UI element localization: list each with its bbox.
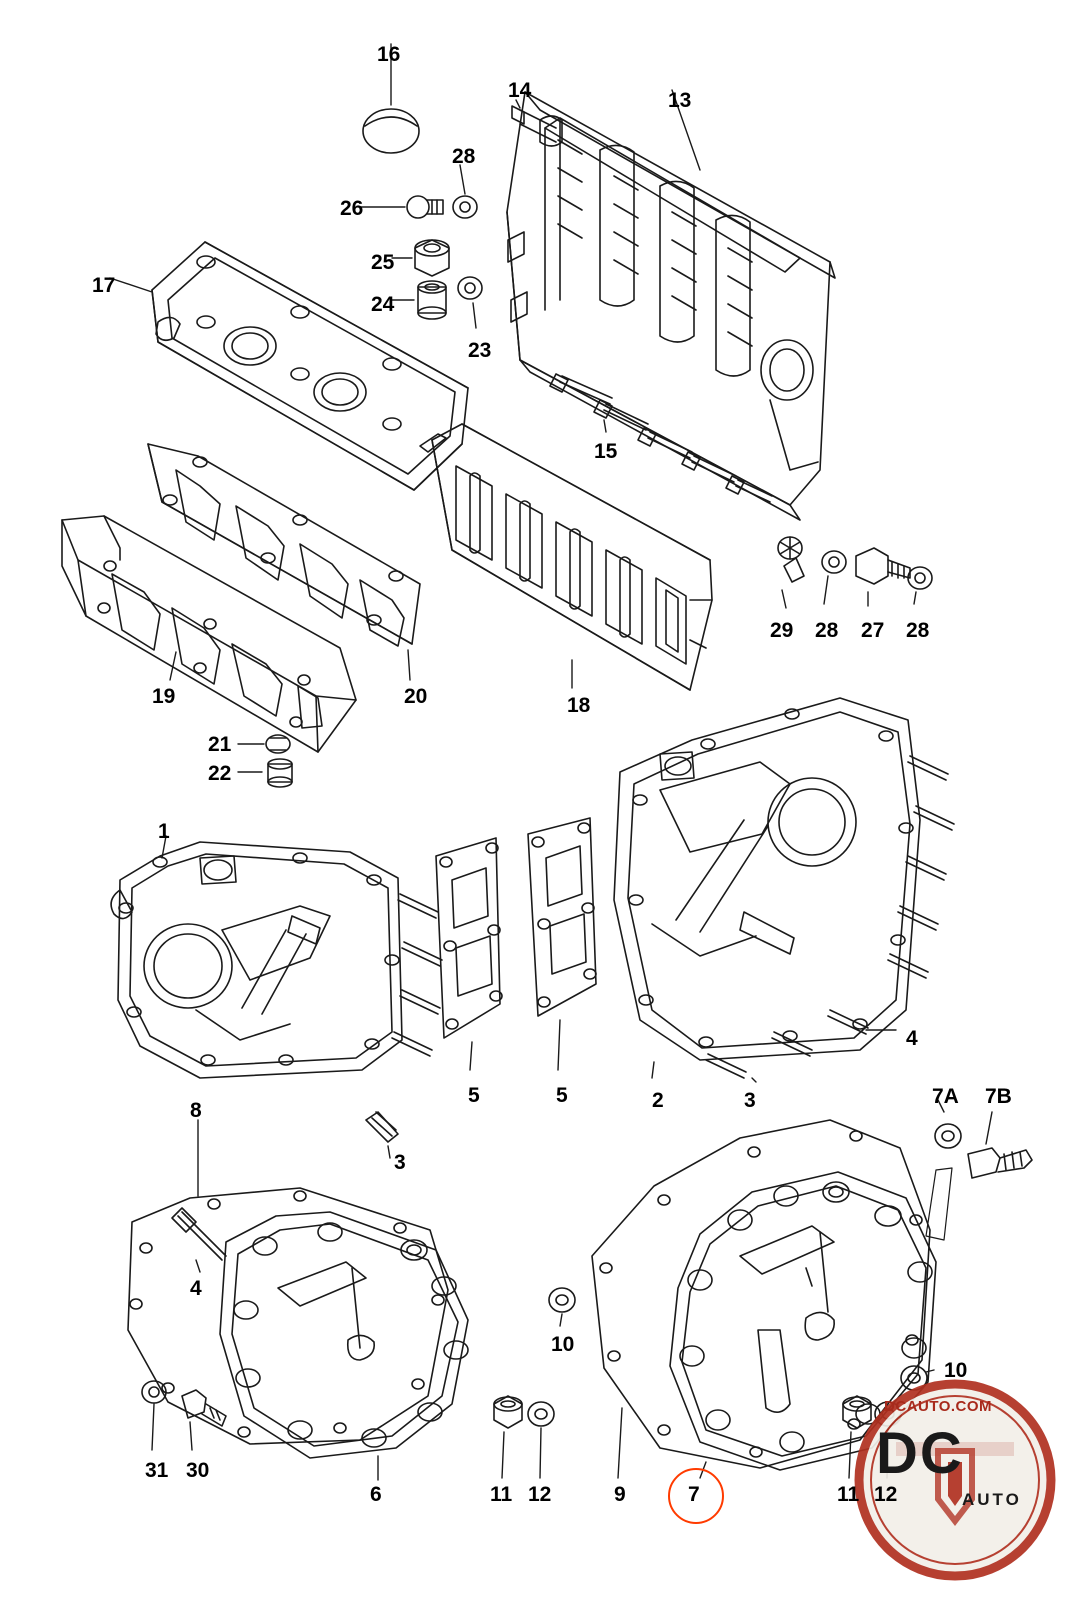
watermark-sub-text: AUTO <box>962 1490 1022 1509</box>
callout-1: 1 <box>158 820 170 843</box>
part-28-washer-c <box>908 567 932 604</box>
part-5b-gasket <box>528 818 596 1070</box>
part-28-washer-top <box>453 165 477 218</box>
callout-23: 23 <box>468 339 492 362</box>
callout-26: 26 <box>340 197 364 220</box>
watermark-top-text: DCAUTO.COM <box>884 1398 993 1415</box>
watermark-main-text: DC <box>876 1421 964 1486</box>
callout-8: 8 <box>190 1099 202 1122</box>
part-5a-gasket <box>436 838 502 1070</box>
part-1-chain-housing <box>111 836 442 1158</box>
part-10-washer-center <box>549 1288 575 1326</box>
callout-10-a: 10 <box>551 1333 575 1356</box>
part-26-bolt <box>360 196 443 218</box>
part-28-washer-b <box>822 551 846 604</box>
part-25-nut <box>392 240 449 276</box>
callout-24: 24 <box>371 293 395 316</box>
callout-3-b: 3 <box>394 1151 406 1174</box>
callout-7B: 7B <box>985 1085 1012 1108</box>
part-22-bushing <box>238 759 292 787</box>
highlight-ring-part-7 <box>668 1468 724 1524</box>
part-23-washer <box>458 277 482 328</box>
part-2-chain-housing-right <box>614 698 954 1082</box>
callout-10-b: 10 <box>944 1359 968 1382</box>
callout-7-highlighted[interactable]: 7 <box>688 1483 700 1506</box>
callout-7A: 7A <box>932 1085 959 1108</box>
callout-4-a: 4 <box>906 1027 918 1050</box>
callout-15: 15 <box>594 440 618 463</box>
callout-17: 17 <box>92 274 116 297</box>
callout-9: 9 <box>614 1483 626 1506</box>
callout-18: 18 <box>567 694 591 717</box>
part-12-washer-left <box>528 1402 554 1478</box>
callout-19: 19 <box>152 685 176 708</box>
part-20-gasket <box>148 444 420 680</box>
callout-31: 31 <box>145 1459 169 1482</box>
callout-11-a: 11 <box>490 1483 513 1506</box>
callout-13: 13 <box>668 89 692 112</box>
callout-6: 6 <box>370 1483 382 1506</box>
callout-28-c: 28 <box>906 619 930 642</box>
callout-25: 25 <box>371 251 395 274</box>
part-24-spacer <box>392 281 446 319</box>
callout-16: 16 <box>377 43 401 66</box>
callout-12-b: 12 <box>874 1483 898 1506</box>
callout-27: 27 <box>861 619 885 642</box>
callout-22: 22 <box>208 762 232 785</box>
callout-4-b: 4 <box>190 1277 202 1300</box>
callout-5-a: 5 <box>468 1084 480 1107</box>
callout-30: 30 <box>186 1459 210 1482</box>
part-7A-washer <box>926 1100 961 1240</box>
callout-28-b: 28 <box>815 619 839 642</box>
callout-3-a: 3 <box>744 1089 756 1112</box>
callout-29: 29 <box>770 619 794 642</box>
part-7B-plug <box>968 1112 1032 1178</box>
callout-2: 2 <box>652 1089 664 1112</box>
part-17-valve-cover <box>110 242 468 490</box>
part-21-clip <box>238 735 290 753</box>
part-11-nut-left <box>494 1396 522 1478</box>
callout-14: 14 <box>508 79 532 102</box>
callout-20: 20 <box>404 685 428 708</box>
part-18-chain-box <box>432 424 712 690</box>
callout-21: 21 <box>208 733 232 756</box>
callout-5-b: 5 <box>556 1084 568 1107</box>
callout-11-b: 11 <box>837 1483 860 1506</box>
part-13-cylinder-head <box>507 90 835 520</box>
part-29-bolt <box>778 537 804 608</box>
callout-12-a: 12 <box>528 1483 552 1506</box>
part-27-stud <box>856 548 910 606</box>
callout-28-top: 28 <box>452 145 476 168</box>
